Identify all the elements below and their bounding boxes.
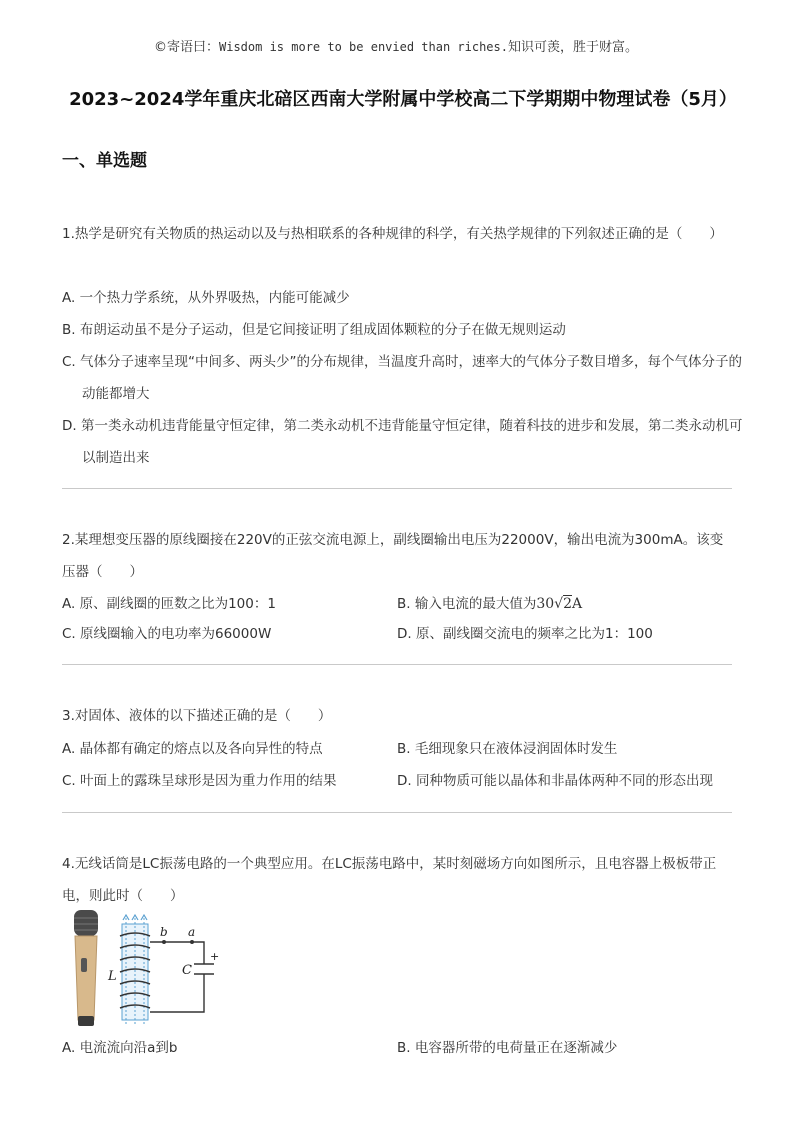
question-3-stem: 3.对固体、液体的以下描述正确的是（ ） [62, 708, 332, 724]
question-3-option-d[interactable]: D. 同种物质可能以晶体和非晶体两种不同的形态出现 [397, 773, 713, 789]
option-b-text: B. 输入电流的最大值为 [397, 596, 537, 612]
label-b: b [160, 925, 168, 939]
question-1-stem: 1.热学是研究有关物质的热运动以及与热相联系的各种规律的科学，有关热学规律的下列叙述正确的是（ ） [62, 226, 723, 242]
section-heading: 一、单选题 [62, 151, 147, 171]
label-plus: + [210, 950, 220, 963]
question-4-option-a[interactable]: A. 电流流向沿a到b [62, 1040, 178, 1056]
microphone-icon [74, 910, 98, 1026]
motto-english: Wisdom is more to be envied than riches. [219, 40, 508, 54]
question-2-option-a[interactable]: A. 原、副线圈的匝数之比为100：1 [62, 596, 276, 612]
question-3-option-b[interactable]: B. 毛细现象只在液体浸润固体时发生 [397, 741, 618, 757]
divider [62, 812, 732, 813]
question-3-option-c[interactable]: C. 叶面上的露珠呈球形是因为重力作用的结果 [62, 773, 337, 789]
motto-chinese: 知识可羡，胜于财富。 [507, 40, 638, 55]
motto-prefix: ©寄语曰： [153, 40, 219, 55]
lc-circuit-figure [64, 908, 224, 1032]
question-2-option-b[interactable] [397, 588, 737, 620]
question-4-stem: 4.无线话筒是LC振荡电路的一个典型应用。在LC振荡电路中，某时刻磁场方向如图所示，且电容器上极板带正电，则此时（ ） [62, 856, 717, 904]
option-b-formula: 30√2A [536, 596, 583, 612]
question-2-option-d[interactable]: D. 原、副线圈交流电的频率之比为1：100 [397, 626, 653, 642]
question-1-option-b[interactable]: B. 布朗运动虽不是分子运动，但是它间接证明了组成固体颗粒的分子在做无规则运动 [62, 322, 566, 338]
inductor-coil [120, 915, 150, 1026]
question-2-stem: 2.某理想变压器的原线圈接在220V的正弦交流电源上，副线圈输出电压为22000V，输出电流为300mA。该变压器（ ） [62, 532, 724, 580]
question-1-option-c[interactable]: C. 气体分子速率呈现“中间多、两头少”的分布规律，当温度升高时，速率大的气体分子数目增多，每个气体分子的动能都增大 [62, 354, 742, 402]
divider [62, 488, 732, 489]
header-motto [0, 36, 792, 55]
question-4-option-b[interactable]: B. 电容器所带的电荷量正在逐渐减少 [397, 1040, 618, 1056]
question-1-option-a[interactable]: A. 一个热力学系统，从外界吸热，内能可能减少 [62, 290, 350, 306]
question-3-option-a[interactable]: A. 晶体都有确定的熔点以及各向异性的特点 [62, 741, 323, 757]
exam-title: 2023~2024学年重庆北碚区西南大学附属中学校高二下学期期中物理试卷（5月） [69, 89, 737, 110]
divider [62, 664, 732, 665]
label-l: L [108, 969, 117, 984]
label-a: a [188, 925, 196, 939]
question-2-option-c[interactable]: C. 原线圈输入的电功率为66000W [62, 626, 272, 642]
label-c: C [182, 963, 192, 978]
question-1-option-d[interactable]: D. 第一类永动机违背能量守恒定律，第二类永动机不违背能量守恒定律，随着科技的进步和发展，第二类永动机可以制造出来 [62, 418, 743, 466]
